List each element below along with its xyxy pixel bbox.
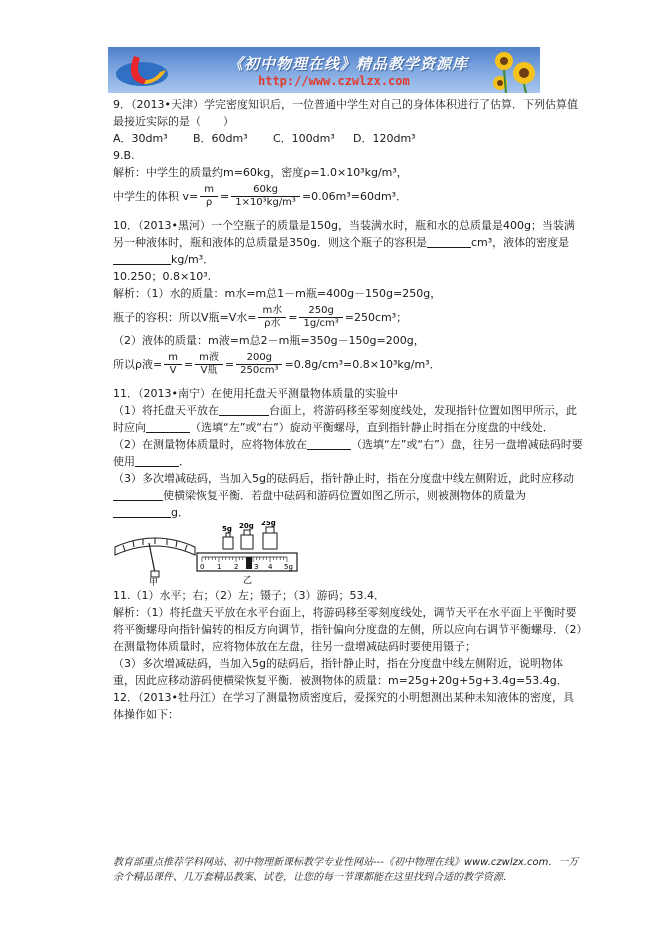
q10-fraction-e-den: 250cm³	[240, 364, 279, 376]
q10-fraction-d	[195, 352, 223, 377]
fig-a-label: 甲	[149, 578, 159, 587]
q10-fraction-d-den: V瓶	[200, 364, 218, 376]
scale-tick-0: 0	[200, 563, 205, 571]
q11-part-3-c: g．	[171, 506, 189, 519]
q10-analysis-1: 解析：（1）水的质量：m水=m总1－m瓶=400g－150g=250g，	[113, 287, 442, 300]
q11-figure-svg	[113, 521, 583, 587]
q11-answer: 11.（1）水平；右；（2）左；镊子；（3）游码；53.4．	[113, 589, 385, 602]
q9-fraction-a-num: m	[200, 184, 218, 197]
q10-formula-density: 所以ρ液= $\frac{m}{V}$ = $\frac{\text{m液}}{\text{V瓶}}$ = $\frac{200g}{\text{250cm³}}$ =0.8g/cm³=0.8×10³kg/m³．	[113, 351, 441, 376]
scale-tick-3: 3	[254, 563, 259, 571]
sunflower-icon	[486, 47, 540, 93]
fig-b-label: 乙	[243, 576, 253, 586]
q10-fraction-a-den: ρ水	[264, 317, 281, 329]
q11-analysis-1: 解析：（1）将托盘天平放在水平台面上，将游码移至零刻度线处，调节天平在水平面上平衡时要将平衡螺母向指针偏转的相反方向调节，指针偏向分度盘的左侧，所以应向右调节平衡螺母．（2）在测量物体质量时，应将物体放在左盘，往另一盘增减砝码时要使用镊子；	[113, 606, 582, 653]
banner-url[interactable]: http://www.czwlzx.com	[258, 74, 410, 88]
q10-fraction-b-den: 1g/cm³	[303, 317, 339, 329]
q10-fraction-b-num: 250g	[299, 305, 342, 318]
site-logo-icon	[114, 50, 170, 90]
q9-option-a: A．30dm³	[113, 132, 168, 145]
q11-part-2-c: ．	[179, 455, 190, 468]
q10-stem	[113, 217, 583, 268]
q11-blank-move[interactable]	[113, 488, 163, 501]
q9-option-c: C．100dm³	[273, 132, 335, 145]
scale-tick-4: 4	[268, 563, 273, 571]
q9-fraction-a-den: ρ	[205, 196, 213, 208]
beam-scale	[197, 553, 297, 571]
q11-blank-mass[interactable]	[113, 505, 171, 518]
q11-part-3-a: （3）多次增减砝码，当加入5g的砝码后，指针静止时，指在分度盘中线左侧附近，此时应移动	[113, 472, 574, 485]
balance-pointer	[149, 543, 155, 573]
q10-blank-density[interactable]	[113, 252, 171, 265]
scale-tick-1: 1	[217, 563, 222, 571]
page-footer: 教育部重点推荐学科网站、初中物理新课标教学专业性网站---《初中物理在线》www.czwlzx.com．一万余个精品课件、几万套精品教案、试卷，让您的每一节课都能在这里找到合适的教学资源．	[113, 857, 579, 883]
q11-analysis-2: （3）多次增减砝码，当加入5g的砝码后，指针静止时，指在分度盘中线左侧附近，说明物体重，因此应移动游码使横梁恢复平衡．被测物体的质量：m=25g+20g+5g+3.4g=53.4g．	[113, 657, 568, 687]
weight-label-5g: 5g	[222, 525, 232, 533]
banner-title: 《初中物理在线》精品教学资源库	[228, 55, 469, 73]
q11-part-2-b: （选填“左”或“右”）盘，往另一盘增减砝码时要使用	[113, 438, 583, 468]
q11-blank-pan[interactable]	[307, 437, 351, 450]
q9-fraction-b	[231, 184, 300, 209]
q11-part-3-b: 使横梁恢复平衡．若盘中砝码和游码位置如图乙所示，则被测物体的质量为	[163, 489, 526, 502]
q10-blank-volume[interactable]	[427, 235, 471, 248]
document-body	[113, 96, 583, 723]
q10-fraction-c-num: m	[164, 352, 182, 365]
q10-analysis-3: （2）液体的质量：m液=m总2－m瓶=350g－150g=200g，	[113, 334, 425, 347]
q11-figure	[113, 521, 583, 587]
q11-part-2-a: （2）在测量物体质量时，应将物体放在	[113, 438, 307, 451]
header-banner	[108, 47, 540, 93]
q9-fraction-a	[200, 184, 218, 209]
q10-stem-part-2: cm³，液体的密度是	[470, 236, 570, 249]
q11-blank-surface[interactable]	[219, 403, 269, 416]
q10-fraction-a-num: m水	[258, 305, 286, 318]
q11-part-1-c: （选填“左”或“右”）旋动平衡螺母，直到指针静止时指在分度盘的中线处．	[190, 421, 554, 434]
balance-dial-figure	[115, 538, 195, 577]
q10-formula-density-prefix: 所以ρ液=	[113, 357, 163, 371]
q9-option-d: D．120dm³	[353, 132, 416, 145]
q10-fraction-c	[164, 352, 182, 377]
q10-fraction-e	[236, 352, 282, 377]
q9-answer: 9.B.	[113, 149, 135, 162]
rider-slider	[246, 557, 252, 569]
q9-fraction-b-den: 1×10³kg/m³	[235, 196, 296, 208]
q11-part-1-b: 台面上，将游码移至零刻度线处，发现指针位置如图甲所示，此时应向	[113, 404, 577, 434]
q10-stem-part-1: 10．（2013•黑河）一个空瓶子的质量是150g，当装满水时，瓶和水的总质量是400g；当装满另一种液体时，瓶和液体的总质量是350g．则这个瓶子的容积是	[113, 219, 575, 249]
q10-fraction-d-num: m液	[195, 352, 223, 365]
q11-part-3	[113, 470, 583, 521]
weights-group	[222, 521, 277, 549]
q10-fraction-b	[299, 305, 342, 330]
scale-tick-2: 2	[234, 563, 239, 571]
q11-blank-direction[interactable]	[146, 420, 190, 433]
q10-formula-volume: 瓶子的容积：所以V瓶=V水= $\frac{\text{m水}}{\text{ρ水}}$ = $\frac{250g}{\text{1g/cm³}}$ =250cm³；	[113, 304, 408, 329]
q11-stem: 11．（2013•南宁）在使用托盘天平测量物体质量的实验中	[113, 387, 398, 400]
q11-part-1-a: （1）将托盘天平放在	[113, 404, 219, 417]
scale-tick-5: 5g	[284, 563, 293, 571]
q9-formula-prefix: 中学生的体积 v=	[113, 189, 199, 203]
q10-fraction-c-den: V	[169, 364, 177, 376]
q9-analysis-1: 解析：中学生的质量约m=60kg，密度ρ=1.0×10³kg/m³，	[113, 166, 408, 179]
q11-part-1	[113, 402, 583, 436]
q10-formula-volume-prefix: 瓶子的容积：所以V瓶=V水=	[113, 310, 257, 324]
q9-fraction-b-num: 60kg	[231, 184, 300, 197]
q9-stem: 9．（2013•天津）学完密度知识后，一位普通中学生对自己的身体体积进行了估算．下列估算值最接近实际的是（ ）	[113, 98, 578, 128]
q9-option-b: B．60dm³	[193, 132, 248, 145]
weight-label-25g: 25g	[261, 521, 276, 527]
q12-stem: 12．（2013•牡丹江）在学习了测量物质密度后，爱探究的小明想测出某种未知液体的密度，具体操作如下：	[113, 691, 574, 721]
q10-answer: 10.250；0.8×10³.	[113, 270, 212, 283]
q10-formula-volume-suffix: =250cm³；	[344, 310, 408, 324]
q9-formula: 中学生的体积 v= $\frac{m}{\rho}$ = $\frac{60kg}{\text{1×10³kg/m³}}$ =0.06m³=60dm³．	[113, 183, 408, 208]
q10-formula-density-suffix: =0.8g/cm³=0.8×10³kg/m³．	[284, 357, 441, 371]
q9-options	[113, 130, 583, 147]
q11-blank-tool[interactable]	[135, 454, 179, 467]
q10-stem-part-3: kg/m³．	[171, 253, 215, 266]
weight-label-20g: 20g	[239, 522, 254, 530]
q9-formula-suffix: =0.06m³=60dm³．	[301, 189, 408, 203]
q10-fraction-e-num: 200g	[236, 352, 282, 365]
q10-fraction-a	[258, 305, 286, 330]
q11-part-2	[113, 436, 583, 470]
